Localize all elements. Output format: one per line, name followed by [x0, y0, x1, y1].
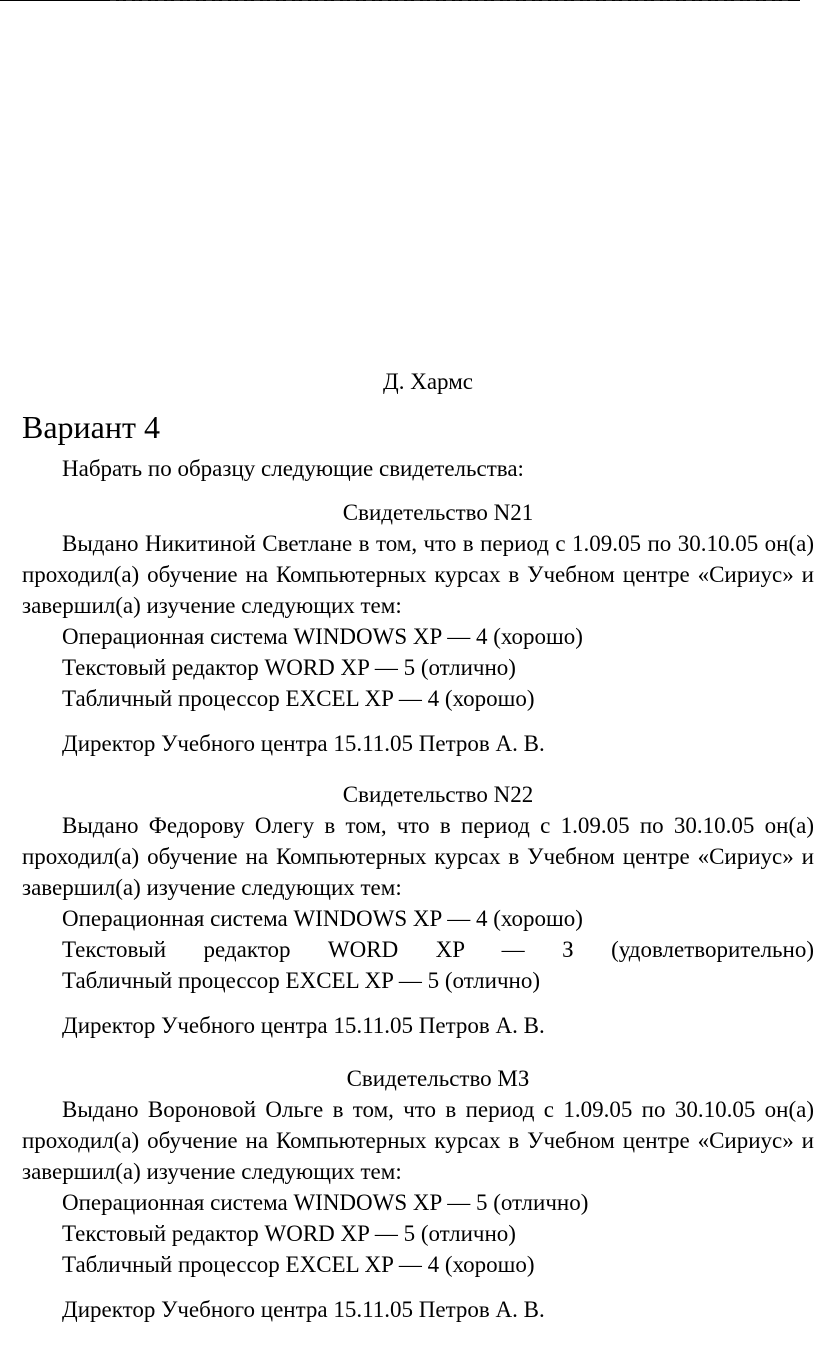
certificate-title: Свидетельство N22 [342, 782, 534, 807]
certificate-3 [22, 1063, 814, 1325]
certificate-body: Выдано Никитиной Светлане в том, что в период с 1.09.05 по 30.10.05 он(а) проходил(а) обучение на Компьютерных курсах в Учебном центре «Сириус» и завершил(а) изучение следующих тем: [22, 531, 814, 618]
signature-line: Директор Учебного центра 15.11.05 Петров А. В. [62, 1297, 545, 1322]
certificate-1 [22, 497, 814, 759]
subject-line: Операционная система WINDOWS XP — 4 (хорошо) [62, 624, 583, 649]
author-line: Д. Хармс [383, 369, 473, 394]
subject-line: Текстовый редактор WORD XP — 5 (отлично) [62, 1221, 516, 1246]
instruction-text: Набрать по образцу следующие свидетельства: [62, 456, 524, 481]
subject-line: Текстовый редактор WORD XP — З (удовлетворительно) [62, 937, 814, 962]
signature-line: Директор Учебного центра 15.11.05 Петров А. В. [62, 1013, 545, 1038]
signature-line: Директор Учебного центра 15.11.05 Петров А. В. [62, 731, 545, 756]
certificate-body: Выдано Федорову Олегу в том, что в период с 1.09.05 по 30.10.05 он(а) проходил(а) обучение на Компьютерных курсах в Учебном центре «Сириус» и завершил(а) изучение следующих тем: [22, 813, 814, 900]
subject-line: Табличный процессор EXCEL XP — 4 (хорошо) [62, 686, 535, 711]
variant-heading: Вариант 4 [22, 409, 160, 445]
subject-line: Операционная система WINDOWS XP — 5 (отлично) [62, 1190, 589, 1215]
certificate-title: Свидетельство N21 [342, 500, 534, 525]
certificate-title: Свидетельство МЗ [346, 1066, 530, 1091]
subject-line: Операционная система WINDOWS XP — 4 (хорошо) [62, 906, 583, 931]
subject-line: Табличный процессор EXCEL XP — 4 (хорошо) [62, 1252, 535, 1277]
cropped-previous-text [110, 0, 790, 1]
certificate-body: Выдано Вороновой Ольге в том, что в период с 1.09.05 по 30.10.05 он(а) проходил(а) обучение на Компьютерных курсах в Учебном центре «Сириус» и завершил(а) изучение следующих тем: [22, 1097, 814, 1184]
subject-line: Текстовый редактор WORD XP — 5 (отлично) [62, 655, 516, 680]
certificate-2 [22, 779, 814, 1041]
document-page [22, 366, 814, 1325]
subject-line: Табличный процессор EXCEL XP — 5 (отлично) [62, 968, 541, 993]
